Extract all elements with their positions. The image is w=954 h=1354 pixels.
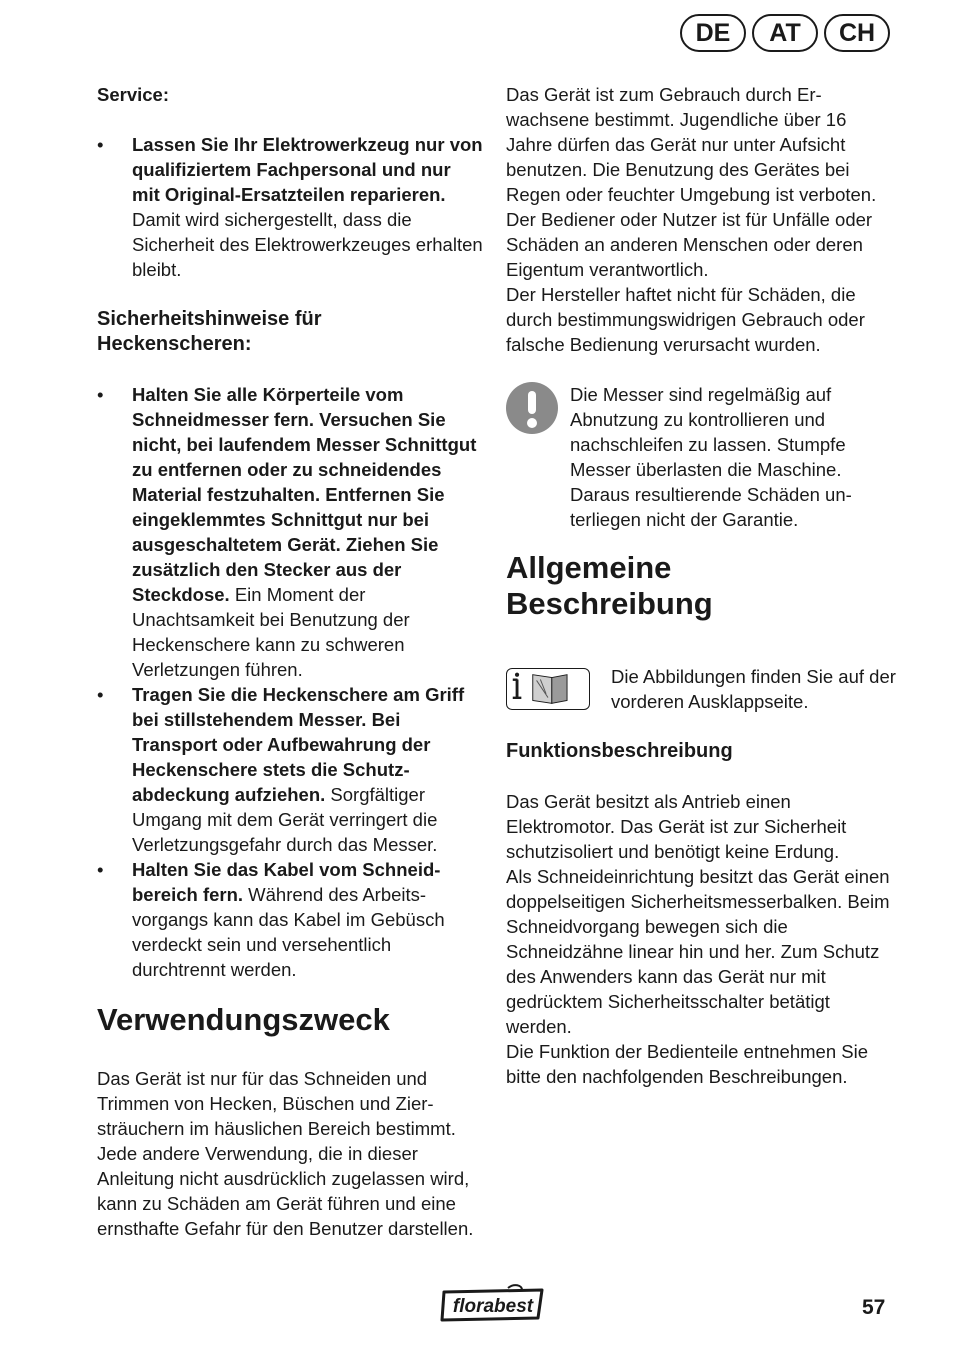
usage-heading: Verwendungszweck <box>97 1002 390 1037</box>
function-paragraph: Das Gerät besitzt als Antrieb einen Elektromotor. Das Gerät ist zur Sicherheit schutzisoliert und benötigt keine Erdung. <box>506 791 847 862</box>
function-paragraph: Die Funktion der Bedienteile entnehmen Sie bitte den nachfolgenden Beschreibungen. <box>506 1041 869 1087</box>
safety-bullet-bold: Tragen Sie die Heckenschere am Griff bei stillstehendem Messer. Bei Transport oder Aufbewahrung der Heckenschere stets die Schutzabdeckung aufziehen. <box>132 684 465 805</box>
service-heading: Service: <box>97 84 169 105</box>
general-heading-line1: Allgemeine <box>506 550 672 585</box>
florabest-logo <box>438 1284 548 1324</box>
usage-text: Das Gerät ist nur für das Schneiden und Trimmen von Hecken, Büschen und Ziersträuchern im häuslichen Bereich bestimmt. Jede andere Verwendung, die in dieser Anleitung nicht ausdrücklich zugelassen wird, kann zu Schäden am Gerät führen und eine ernsthafte Gefahr für den Benutzer darstellen. <box>97 1068 474 1239</box>
lang-badge-ch: CH <box>824 14 890 52</box>
safety-bullet <box>97 382 483 682</box>
lang-badge-de: DE <box>680 14 746 52</box>
safety-bullet <box>97 857 483 982</box>
general-heading-line2: Beschreibung <box>506 586 713 621</box>
warning-note <box>506 382 896 532</box>
page-number: 57 <box>862 1296 886 1319</box>
safety-bullet-text: Ein Moment der Unachtsamkeit bei Benutzung der Heckenschere kann zu schweren Verletzungen führen. <box>132 584 410 680</box>
function-paragraph: Als Schneideinrichtung besitzt das Gerät einen doppelseitigen Sicherheitsmesserbalken. Beim Schneidvorgang bewegen sich die Schneidzähne linear hin und her. Zum Schutz des Anwenders kann das Gerät nur mit gedrücktem Sicherheitsschalter betätigt werden. <box>506 866 890 1037</box>
age-paragraph: Das Gerät ist zum Gebrauch durch Erwachsene bestimmt. Jugendliche über 16 Jahre dürfen das Gerät nur unter Aufsicht benutzen. Die Benutzung des Gerätes bei Regen oder feuchter Umgebung ist verboten. <box>506 84 877 205</box>
info-book-icon <box>506 668 590 710</box>
function-heading: Funktionsbeschreibung <box>506 740 733 762</box>
safety-heading <box>97 307 483 357</box>
info-note <box>506 664 896 714</box>
service-bullet <box>97 132 483 282</box>
florabest-logo-text: florabest <box>452 1296 534 1317</box>
liability-user-paragraph: Der Bediener oder Nutzer ist für Unfälle oder Schäden an anderen Menschen oder deren Eigentum verantwortlich. <box>506 209 873 280</box>
warning-note-text: Die Messer sind regelmäßig auf Abnutzung zu kontrollieren und nachschleifen zu lassen. Stumpfe Messer überlasten die Maschine. Daraus resultierende Schäden unterliegen nicht der Garantie. <box>570 384 852 530</box>
liability-manufacturer-paragraph: Der Hersteller haftet nicht für Schäden, die durch bestimmungswidrigen Gebrauch oder falsche Bedienung verursacht wurden. <box>506 284 865 355</box>
safety-bullet-bold: Halten Sie alle Körperteile vom Schneidmesser fern. Versuchen Sie nicht, bei laufendem Messer Schnittgut zu entfernen oder zu schneidendes Material festzuhalten. Entfernen Sie eingeklemmtes Schnittgut nur bei ausgeschaltetem Gerät. Ziehen Sie zusätzlich den Stecker aus der Steckdose. <box>132 384 477 605</box>
safety-bullet-text: Während des Arbeitsvorgangs kann das Kabel im Gebüsch verdeckt sein und versehentlich durchtrennt werden. <box>132 884 445 980</box>
safety-heading-line1: Sicherheitshinweise für <box>97 308 322 330</box>
exclamation-icon <box>506 382 558 434</box>
right-column <box>506 82 896 1089</box>
info-note-text: Die Abbildungen finden Sie auf der vorderen Ausklappseite. <box>611 666 896 712</box>
service-bullet-text: Damit wird sichergestellt, dass die Sicherheit des Elektrowerkzeuges erhalten bleibt. <box>132 209 483 280</box>
lang-badge-at: AT <box>752 14 818 52</box>
general-heading <box>506 550 896 622</box>
safety-bullet <box>97 682 483 857</box>
safety-heading-line2: Heckenscheren: <box>97 333 252 355</box>
left-column <box>97 82 483 1241</box>
safety-bullet-text: Sorgfältiger Umgang mit dem Gerät verringert die Verletzungsgefahr durch das Messer. <box>132 784 438 855</box>
service-bullet-bold: Lassen Sie Ihr Elektrowerkzeug nur von qualifiziertem Fachpersonal und nur mit Original-Ersatzteilen reparieren. <box>132 134 483 205</box>
safety-bullet-bold: Halten Sie das Kabel vom Schneidbereich fern. <box>132 859 441 905</box>
